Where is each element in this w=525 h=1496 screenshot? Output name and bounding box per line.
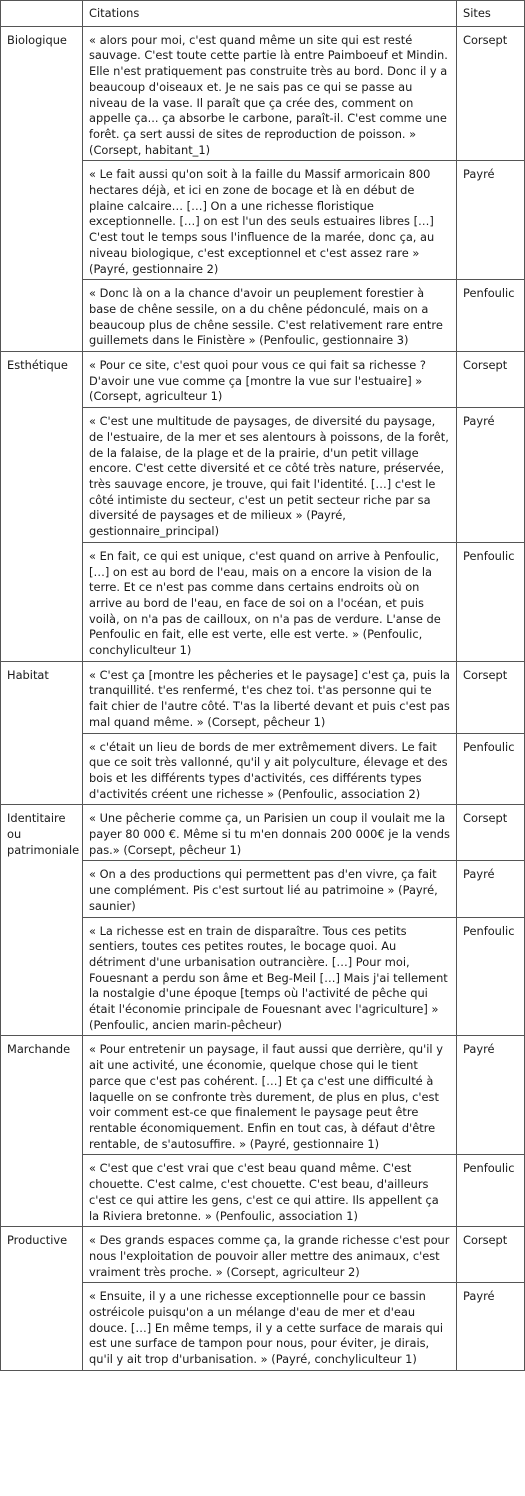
citation-cell: « Donc là on a la chance d'avoir un peuplement forestier à base de chêne sessile, on a du chêne pédonculé, mais on a beaucoup plus de chêne sessile. C'est relativement rare entre guillemets dans le Finistère » (Penfoulic, gestionnaire 3)	[83, 280, 457, 352]
category-cell: Biologique	[1, 26, 83, 351]
site-cell: Payré	[457, 1283, 525, 1371]
citation-cell: « Le fait aussi qu'on soit à la faille du Massif armoricain 800 hectares déjà, et ici en zone de bocage et là en début de plaine calcaire… […] On a une richesse floristique exceptionnelle. […] on est l'un des seuls estuaires libres […] C'est tout le temps sous l'influence de la marée, donc ça, au niveau biologique, c'est exceptionnel et c'est assez rare » (Payré, gestionnaire 2)	[83, 161, 457, 280]
site-cell: Corsept	[457, 352, 525, 408]
table-row	[1, 805, 525, 861]
category-cell: Identitaire ou patrimoniale	[1, 805, 83, 1036]
site-cell: Payré	[457, 1036, 525, 1155]
site-cell: Penfoulic	[457, 917, 525, 1036]
table-row	[1, 661, 525, 733]
category-cell: Productive	[1, 1227, 83, 1371]
category-cell: Habitat	[1, 661, 83, 805]
site-cell: Corsept	[457, 26, 525, 161]
site-cell: Corsept	[457, 661, 525, 733]
site-cell: Payré	[457, 161, 525, 280]
table-row	[1, 26, 525, 161]
table-row	[1, 1227, 525, 1283]
citation-cell: « C'est une multitude de paysages, de diversité du paysage, de l'estuaire, de la mer et ses alentours à poissons, de la forêt, de la falaise, de la plage et de la prairie, d'un petit village encore. C'est cette diversité et ce côté très nature, préservée, très sauvage encore, je trouve, qui fait l'identité. […] c'est le côté intimiste du secteur, c'est un petit secteur riche par sa diversité de paysages et de milieux » (Payré, gestionnaire_principal)	[83, 408, 457, 543]
citation-cell: « Ensuite, il y a une richesse exceptionnelle pour ce bassin ostréicole puisqu'on a un mélange d'eau de mer et d'eau douce. […] En même temps, il y a cette surface de marais qui est une surface de tampon pour nous, pour éviter, je dirais, qu'il y ait trop d'urbanisation. » (Payré, conchyliculteur 1)	[83, 1283, 457, 1371]
citation-cell: « En fait, ce qui est unique, c'est quand on arrive à Penfoulic, […] on est au bord de l'eau, mais on a encore la vision de la terre. Et ce n'est pas comme dans certains endroits où on arrive au bord de l'eau, en face de soi on a l'océan, et puis voilà, on n'a pas de cailloux, on n'a pas de verdure. L'anse de Penfoulic en fait, elle est verte, elle est verte. » (Penfoulic, conchyliculteur 1)	[83, 542, 457, 661]
site-cell: Penfoulic	[457, 1155, 525, 1227]
citation-cell: « alors pour moi, c'est quand même un site qui est resté sauvage. C'est toute cette partie là entre Paimboeuf et Mindin. Elle n'est pratiquement pas construite très au bord. Donc il y a beaucoup d'oiseaux et. Je ne sais pas ce qui se passe au niveau de la vase. Il paraît que ça crée des, comment on appelle ça... ça absorbe le carbone, paraît-il. C'est comme une forêt. ça sert aussi de sites de reproduction de poisson. » (Corsept, habitant_1)	[83, 26, 457, 161]
table-row	[1, 1036, 525, 1155]
site-cell: Penfoulic	[457, 542, 525, 661]
citation-cell: « Pour entretenir un paysage, il faut aussi que derrière, qu'il y ait une activité, une économie, quelque chose qui le tient parce que c'est pas cohérent. […] Et ça c'est une difficulté à laquelle on se confronte très durement, de plus en plus, c'est voir comment est-ce que finalement le paysage peut être rentable économiquement. Enfin en tout cas, à défaut d'être rentable, de s'autosuffire. » (Payré, gestionnaire 1)	[83, 1036, 457, 1155]
category-cell: Marchande	[1, 1036, 83, 1227]
category-cell: Esthétique	[1, 352, 83, 662]
citation-cell: « C'est ça [montre les pêcheries et le paysage] c'est ça, puis la tranquillité. t'es renfermé, t'es chez toi. t'as personne qui te fait chier de l'autre côté. T'as la liberté devant et puis c'est pas mal quand même. » (Corsept, pêcheur 1)	[83, 661, 457, 733]
header-row	[1, 1, 525, 27]
header-sites: Sites	[457, 1, 525, 27]
site-cell: Corsept	[457, 1227, 525, 1283]
citation-cell: « Pour ce site, c'est quoi pour vous ce qui fait sa richesse ? D'avoir une vue comme ça [montre la vue sur l'estuaire] » (Corsept, agriculteur 1)	[83, 352, 457, 408]
citation-cell: « c'était un lieu de bords de mer extrêmement divers. Le fait que ce soit très vallonné, qu'il y ait polyculture, élevage et des bois et les différents types d'activités, ces différents types d'activités créent une richesse » (Penfoulic, association 2)	[83, 733, 457, 805]
citation-cell: « Une pêcherie comme ça, un Parisien un coup il voulait me la payer 80 000 €. Même si tu m'en donnais 200 000€ je la vends pas.» (Corsept, pêcheur 1)	[83, 805, 457, 861]
citation-cell: « La richesse est en train de disparaître. Tous ces petits sentiers, toutes ces petites routes, le bocage quoi. Au détriment d'une urbanisation outrancière. […] Pour moi, Fouesnant a perdu son âme et Beg-Meil […] Mais j'ai tellement la nostalgie d'une époque [temps où l'activité de pêche qui était l'économie principale de Fouesnant avec l'agriculture] » (Penfoulic, ancien marin-pêcheur)	[83, 917, 457, 1036]
site-cell: Penfoulic	[457, 280, 525, 352]
table-row	[1, 352, 525, 408]
site-cell: Penfoulic	[457, 733, 525, 805]
site-cell: Corsept	[457, 805, 525, 861]
citation-cell: « On a des productions qui permettent pas d'en vivre, ça fait une complément. Pis c'est surtout lié au patrimoine » (Payré, saunier)	[83, 861, 457, 917]
citation-cell: « C'est que c'est vrai que c'est beau quand même. C'est chouette. C'est calme, c'est chouette. C'est beau, d'ailleurs c'est ce qui attire les gens, c'est ce qui attire. Ils appellent ça la Riviera bretonne. » (Penfoulic, association 1)	[83, 1155, 457, 1227]
site-cell: Payré	[457, 408, 525, 543]
header-citations: Citations	[83, 1, 457, 27]
citation-cell: « Des grands espaces comme ça, la grande richesse c'est pour nous l'exploitation de pouvoir aller mettre des animaux, c'est vraiment très proche. » (Corsept, agriculteur 2)	[83, 1227, 457, 1283]
header-category	[1, 1, 83, 27]
site-cell: Payré	[457, 861, 525, 917]
